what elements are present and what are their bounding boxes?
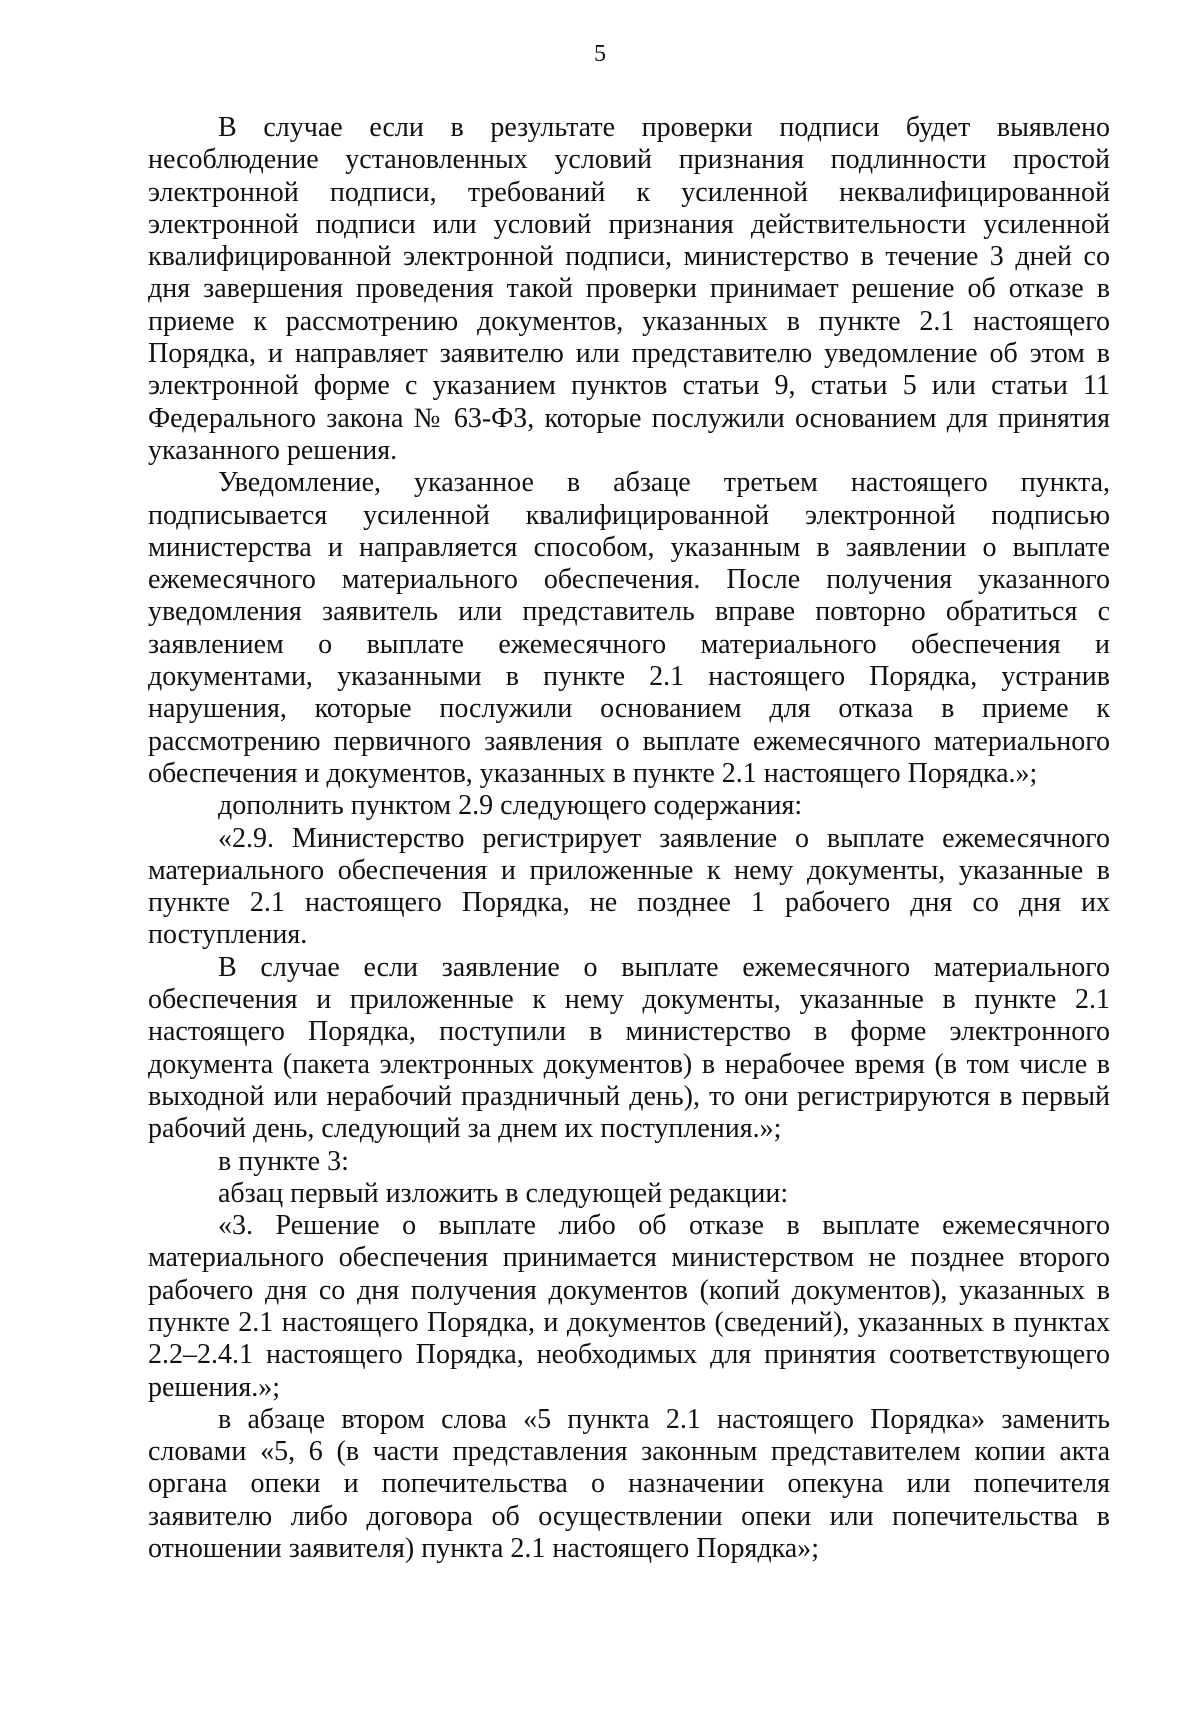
paragraph-first-abzac-edit: абзац первый изложить в следующей редакции: (218, 1177, 789, 1209)
paragraph-item-2-9: «2.9. Министерство регистрирует заявление о выплате ежемесячного материального обеспечения и приложенные к нему документы, указанные в пункте 2.1 настоящего Порядка, не позднее 1 рабочего дня со дня их поступления. (148, 822, 1110, 951)
paragraph-non-working-time: В случае если заявление о выплате ежемесячного материального обеспечения и приложенные к нему документы, указанные в пункте 2.1 настоящего Порядка, поступили в министерство в форме электронного документа (пакета электронных документов) в нерабочее время (в том числе в выходной или нерабочий праздничный день), то они регистрируются в первый рабочий день, следующий за днем их поступления.»; (148, 951, 1110, 1145)
paragraph-signature-check-refusal: В случае если в результате проверки подписи будет выявлено несоблюдение установленных условий признания подлинности простой электронной подписи, требований к усиленной неквалифицированной электронной подписи или условий признания действительности усиленной квалифицированной электронной подписи, министерство в течение 3 дней со дня завершения проведения такой проверки принимает решение об отказе в приеме к рассмотрению документов, указанных в пункте 2.1 настоящего Порядка, и направляет заявителю или представителю уведомление об этом в электронной форме с указанием пунктов статьи 9, статьи 5 или статьи 11 Федерального закона № 63-ФЗ, которые послужили основанием для принятия указанного решения. (148, 112, 1110, 466)
paragraph-notification: Уведомление, указанное в абзаце третьем настоящего пункта, подписывается усиленной квалифицированной электронной подписью министерства и направляется способом, указанным в заявлении о выплате ежемесячного материального обеспечения. После получения указанного уведомления заявитель или представитель вправе повторно обратиться с заявлением о выплате ежемесячного материального обеспечения и документами, указанными в пункте 2.1 настоящего Порядка, устранив нарушения, которые послужили основанием для отказа в приеме к рассмотрению первичного заявления о выплате ежемесячного материального обеспечения и документов, указанных в пункте 2.1 настоящего Порядка.»; (148, 467, 1110, 789)
paragraph-item-3-decision: «3. Решение о выплате либо об отказе в выплате ежемесячного материального обеспечения принимается министерством не позднее второго рабочего дня со дня получения документов (копий документов), указанных в пункте 2.1 настоящего Порядка, и документов (сведений), указанных в пунктах 2.2–2.4.1 настоящего Порядка, необходимых для принятия соответствующего решения.»; (148, 1210, 1110, 1403)
paragraph-add-item-2-9: дополнить пунктом 2.9 следующего содержания: (218, 790, 803, 822)
page-number: 5 (594, 41, 606, 67)
document-body (148, 112, 1110, 1565)
paragraph-in-item-3: в пункте 3: (218, 1145, 349, 1177)
paragraph-second-abzac-replace: в абзаце втором слова «5 пункта 2.1 настоящего Порядка» заменить словами «5, 6 (в части представления законным представителем копии акта органа опеки и попечительства о назначении опекуна или попечителя заявителю либо договора об осуществлении опеки или попечительства в отношении заявителя) пункта 2.1 настоящего Порядка»; (148, 1403, 1110, 1565)
